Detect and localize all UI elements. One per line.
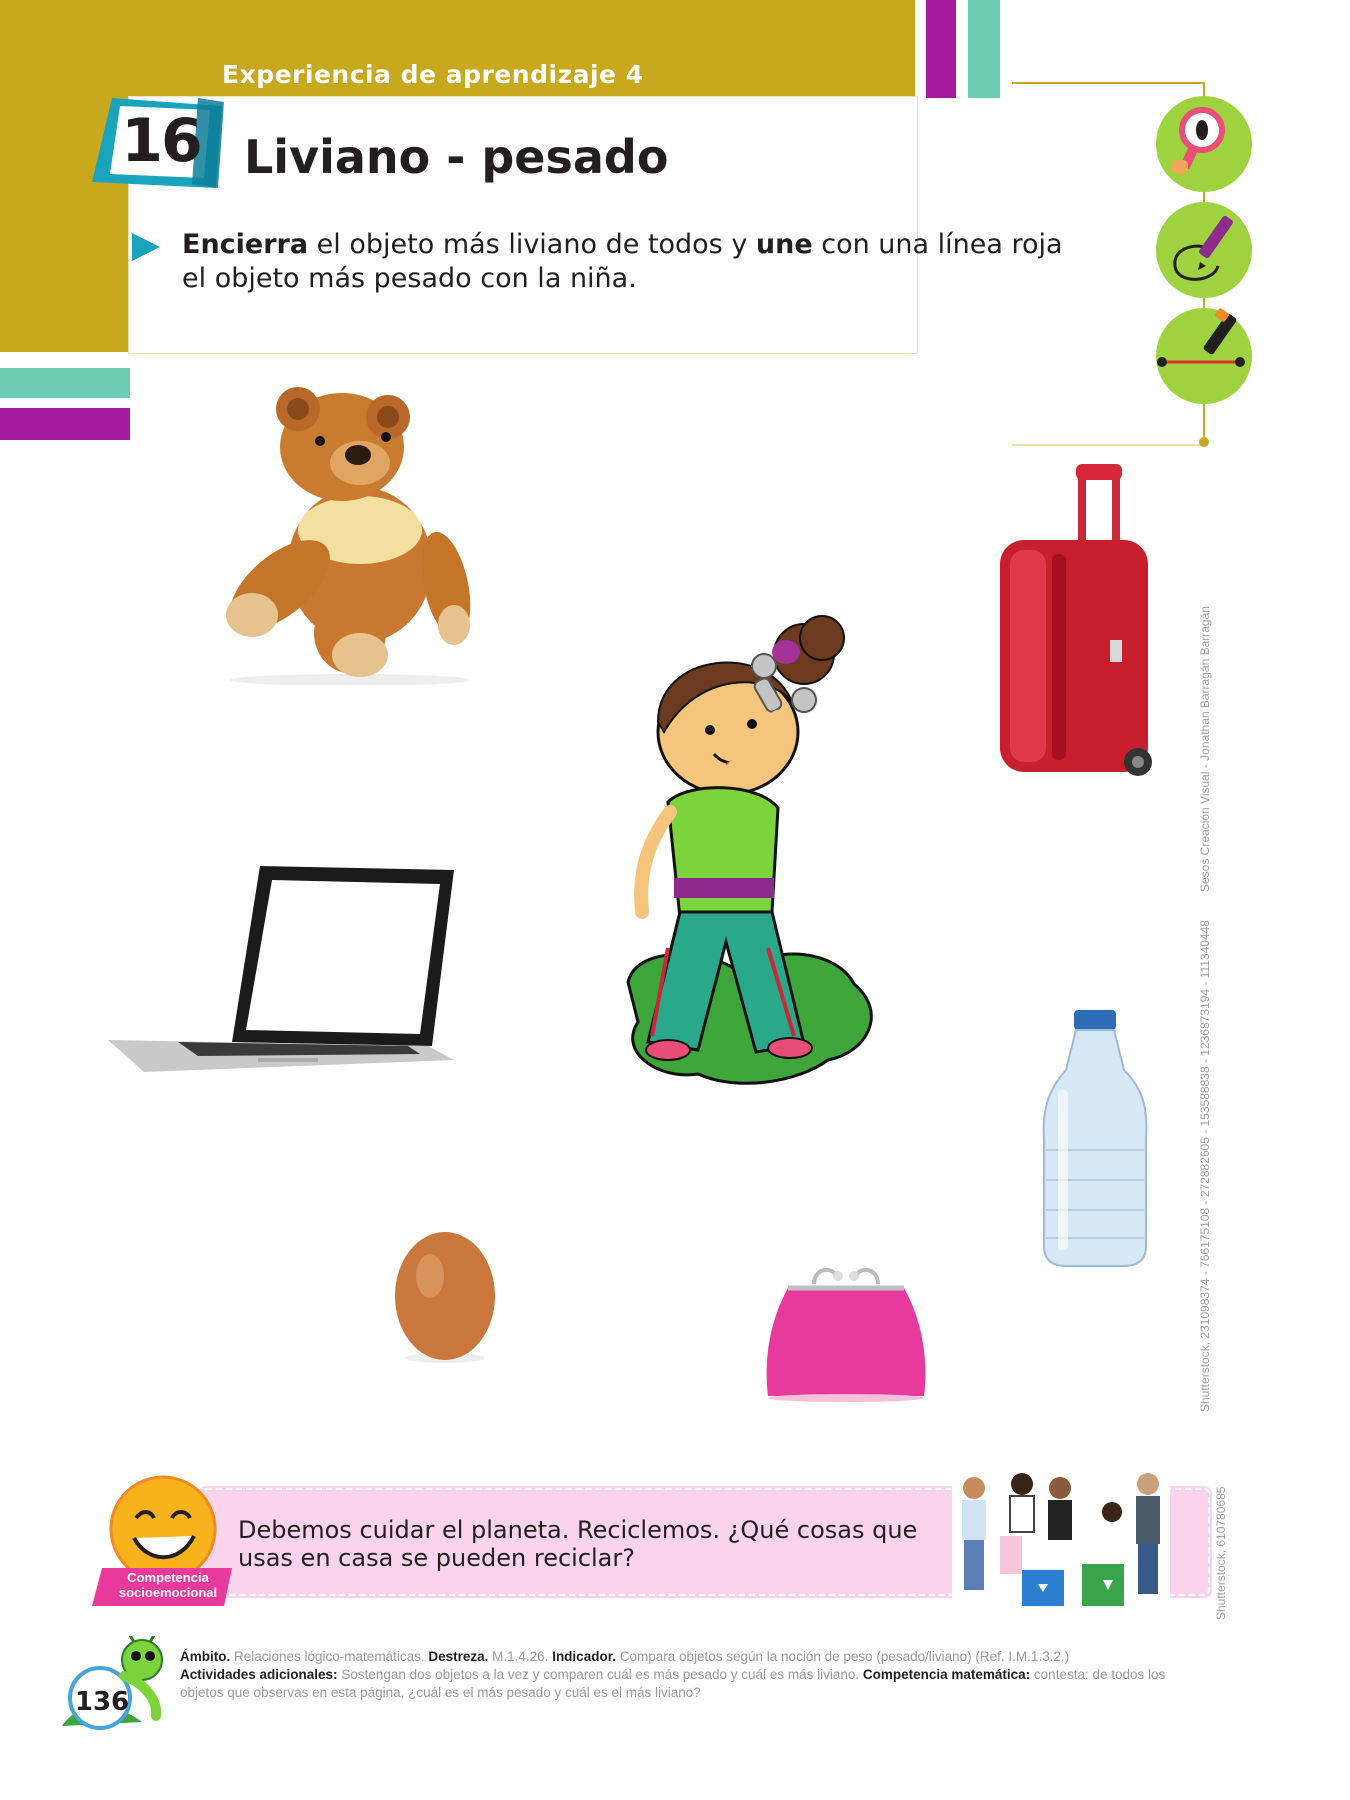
egg[interactable] — [390, 1226, 500, 1366]
photo-credit-side: Shutterstock, 231098374 - 766175108 - 272882605 - 153588838 - 1236873194 - 111340448 — [1198, 920, 1212, 1412]
play-arrow-icon — [130, 231, 162, 263]
teal-stripe-top — [968, 0, 1000, 98]
instruction-part-1: el objeto más liviano de todos y — [308, 229, 756, 260]
footer-notes — [180, 1648, 1200, 1702]
footer-competencia-label: Competencia matemática: — [862, 1667, 1031, 1682]
footer-destreza: M.1.4.26. — [488, 1649, 553, 1664]
photo-credit-socio: Shutterstock, 610780685 — [1214, 1486, 1228, 1620]
encircle-pencil-icon — [1154, 200, 1254, 300]
page-number: 136 — [74, 1687, 130, 1717]
competencia-tag-label — [104, 1570, 232, 1600]
competencia-tag-line2: socioemocional — [118, 1585, 218, 1600]
footer-ambito-label: Ámbito. — [180, 1649, 231, 1664]
instruction-verb-encierra: Encierra — [182, 229, 309, 260]
footer-indicador-label: Indicador. — [552, 1649, 616, 1664]
tool-connector-line-bottom — [1012, 444, 1204, 446]
lesson-number: 16 — [121, 106, 201, 176]
instruction-text — [182, 228, 1082, 296]
water-bottle[interactable] — [1040, 1010, 1150, 1278]
footer-indicador: Compara objetos según la noción de peso (pesado/liviano) (Ref. I.M.1.3.2.) — [615, 1649, 1070, 1664]
teal-stripe-left — [0, 368, 130, 398]
competencia-tag-line1: Competencia — [127, 1570, 209, 1585]
instruction-part-2: con una línea roja el objeto más pesado con la niña. — [182, 229, 1063, 294]
socioemotional-text: Debemos cuidar el planeta. Reciclemos. ¿Qué cosas que usas en casa se pueden reciclar? — [238, 1516, 918, 1572]
lesson-title: Liviano - pesado — [244, 130, 669, 184]
experience-label: Experiencia de aprendizaje 4 — [222, 60, 644, 89]
photo-credit-side-top: Sesos Creación Visual - Jonathan Barragán Barragán — [1198, 606, 1212, 892]
footer-ambito: Relaciones lógico-matemáticas. — [230, 1649, 429, 1664]
magenta-stripe-top — [926, 0, 956, 98]
teddy-bear[interactable] — [210, 385, 490, 685]
kids-recycling-photo — [952, 1466, 1170, 1616]
laptop[interactable] — [108, 866, 454, 1072]
instruction-verb-une: une — [755, 229, 813, 260]
footer-actividades: Sostengan dos objetos a la vez y comparen cuál es más pesado y cuál es más liviano. — [337, 1667, 863, 1682]
tool-connector-line — [1012, 82, 1204, 84]
girl-with-dumbbell[interactable] — [618, 612, 892, 1110]
magnifier-icon — [1154, 94, 1254, 194]
footer-competencia: contesta: de todos los objetos que observas en esta página, ¿cuál es el más pesado y cuál es el más liviano? — [180, 1667, 1166, 1700]
footer-actividades-label: Actividades adicionales: — [180, 1667, 338, 1682]
tool-connector-dot — [1199, 437, 1209, 447]
connect-line-pencil-icon — [1154, 306, 1254, 406]
red-suitcase[interactable] — [990, 462, 1160, 782]
footer-destreza-label: Destreza. — [428, 1649, 489, 1664]
magenta-stripe-left — [0, 408, 130, 440]
pink-purse[interactable] — [764, 1264, 928, 1404]
